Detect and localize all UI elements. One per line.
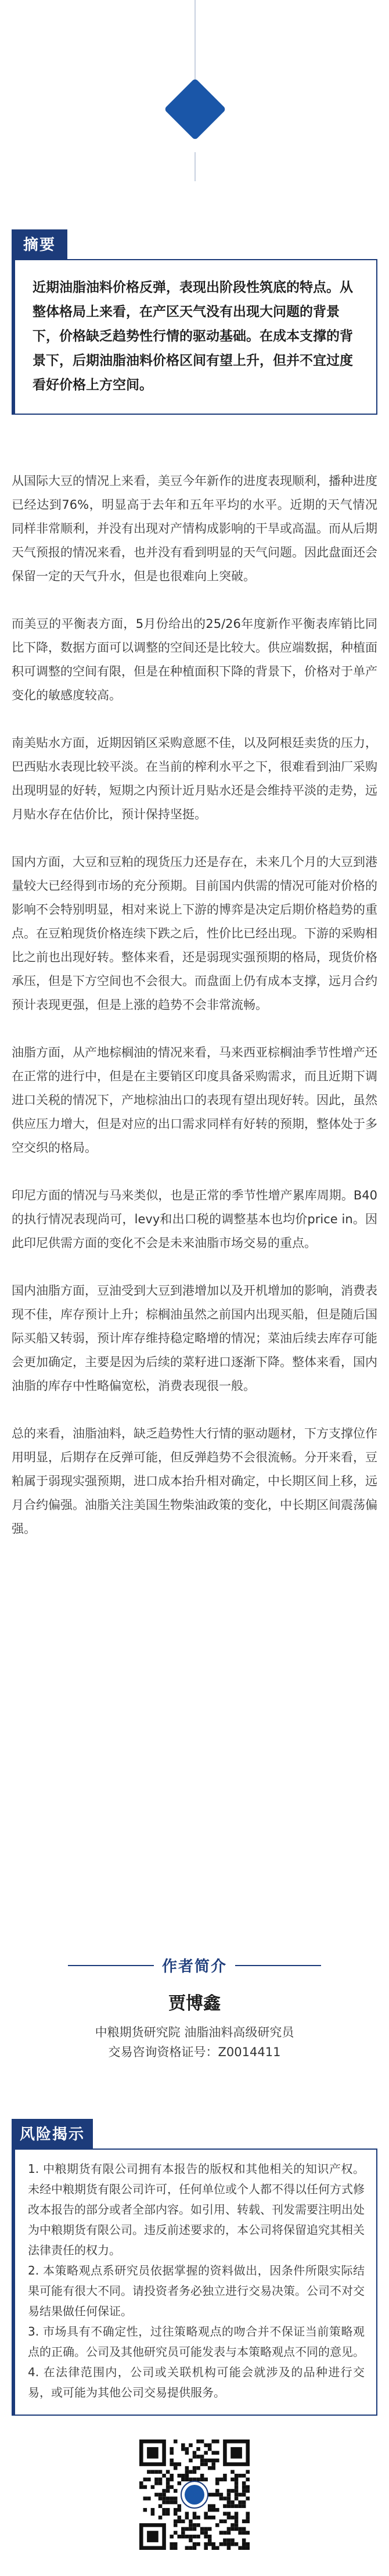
divider xyxy=(68,1965,154,1966)
divider xyxy=(235,1965,321,1966)
decor-line-top xyxy=(195,0,196,86)
risk-item: 3. 市场具有不确定性，过往策略观点的吻合并不保证当前策略观点的正确。公司及其他研究员可能发表与本策略观点不同的意见。 xyxy=(28,2324,365,2359)
risk-item: 2. 本策略观点系研究员依据掌握的资料做出，因条件所限实际结果可能有很大不同。请投资者务必独立进行交易决策。公司不对交易结果做任何保证。 xyxy=(28,2264,365,2318)
author-title-row xyxy=(0,1955,389,1976)
decor-line-bottom xyxy=(195,152,196,181)
paragraph: 南美贴水方面，近期因销区采购意愿不佳，以及阿根廷卖货的压力，巴西贴水表现比较平淡。在当前的榨利水平之下，很难看到油厂采购出现明显的好转，短期之内预计近月贴水还是会维持平淡的走势，远月贴水存在估价比，预计保持坚挺。 xyxy=(12,736,377,821)
summary-tag: 摘要 xyxy=(12,229,67,259)
author-license: 交易咨询资格证号：Z0014411 xyxy=(108,2045,281,2059)
author-section xyxy=(0,1955,389,2062)
risk-tag: 风险揭示 xyxy=(12,2119,93,2149)
qr-logo-icon xyxy=(181,2481,208,2509)
paragraph: 总的来看，油脂油料，缺乏趋势性大行情的驱动题材，下方支撑位作用明显，后期存在反弹可能，但反弹趋势不会很流畅。分开来看，豆粕属于弱现实强预期，进口成本抬升相对确定，中长期区间上移，远月合约偏强。油脂关注美国生物柴油政策的变化，中长期区间震荡偏强。 xyxy=(12,1427,377,1536)
author-affiliation: 中粮期货研究院 油脂油料高级研究员 xyxy=(95,2025,294,2039)
article-body xyxy=(12,469,377,1565)
summary-section xyxy=(12,229,377,415)
author-name: 贾博鑫 xyxy=(168,1993,221,2014)
summary-text: 近期油脂油料价格反弹，表现出阶段性筑底的特点。从整体格局上来看，在产区天气没有出现大问题的背景下，价格缺乏趋势性行情的驱动基础。在成本支撑的背景下，后期油脂油料价格区间有望上升，但并不宜过度看好价格上方空间。 xyxy=(33,280,353,393)
paragraph: 印尼方面的情况与马来类似，也是正常的季节性增产累库周期。B40的执行情况表现尚可，levy和出口税的调整基本也均价price in。因此印尼供需方面的变化不会是未来油脂市场交易的重点。 xyxy=(12,1188,377,1250)
paragraph: 国内油脂方面，豆油受到大豆到港增加以及开机增加的影响，消费表现不佳，库存预计上升；棕榈油虽然之前国内出现买船，但是随后国际买船又转弱，预计库存维持稳定略增的情况；菜油后续去库存可能会更加确定，主要是因为后续的菜籽进口逐渐下降。整体来看，国内油脂的库存中性略偏宽松，消费表现很一般。 xyxy=(12,1284,377,1393)
diamond-icon xyxy=(164,78,226,140)
risk-box xyxy=(12,2149,377,2416)
header-decoration xyxy=(0,0,389,209)
paragraph: 而美豆的平衡表方面，5月份给出的25/26年度新作平衡表库销比同比下降，数据方面可以调整的空间还是比较大。供应端数据，种植面积可调整的空间有限，但是在种植面积下降的背景下，价格对于单产变化的敏感度较高。 xyxy=(12,617,377,702)
risk-item: 4. 在法律范围内，公司或关联机构可能会就涉及的品种进行交易，或可能为其他公司交易提供服务。 xyxy=(28,2365,365,2399)
paragraph: 从国际大豆的情况上来看，美豆今年新作的进度表现顺利，播种进度已经达到76%，明显高于去年和五年平均的水平。近期的天气情况同样非常顺利，并没有出现对产情构成影响的干旱或高温。而从后期天气预报的情况来看，也并没有看到明显的天气问题。因此盘面还会保留一定的天气升水，但是也很难向上突破。 xyxy=(12,474,377,583)
paragraph: 国内方面，大豆和豆粕的现货压力还是存在，未来几个月的大豆到港量较大已经得到市场的充分预期。目前国内供需的情况可能对价格的影响不会特别明显，相对来说上下游的博弈是决定后期价格趋势的重点。在豆粕现货价格连续下跌之后，性价比已经出现。下游的采购相比之前也出现好转。整体来看，还是弱现实强预期的格局，现货价格承压，但是下方空间也不会很大。而盘面上仍有成本支撑，远月合约预计表现更强，但是上涨的趋势不会非常流畅。 xyxy=(12,855,377,1012)
summary-box xyxy=(12,259,377,415)
risk-item: 1. 中粮期货有限公司拥有本报告的版权和其他相关的知识产权。未经中粮期货有限公司许可，任何单位或个人都不得以任何方式修改本报告的部分或者全部内容。如引用、转载、刊发需要注明出处为中粮期货有限公司。违反前述要求的，本公司将保留追究其相关法律责任的权力。 xyxy=(28,2162,365,2257)
paragraph: 油脂方面，从产地棕榈油的情况来看，马来西亚棕榈油季节性增产还在正常的进行中，但是在主要销区印度具备采购需求，而且近期下调进口关税的情况下，产地棕油出口的表现有望出现好转。因此，虽然供应压力增大，但是对应的出口需求同样有好转的预期，整体处于多空交织的格局。 xyxy=(12,1046,377,1155)
author-section-title: 作者简介 xyxy=(161,1958,227,1975)
qr-code-icon xyxy=(139,2440,250,2550)
risk-section xyxy=(12,2119,377,2416)
